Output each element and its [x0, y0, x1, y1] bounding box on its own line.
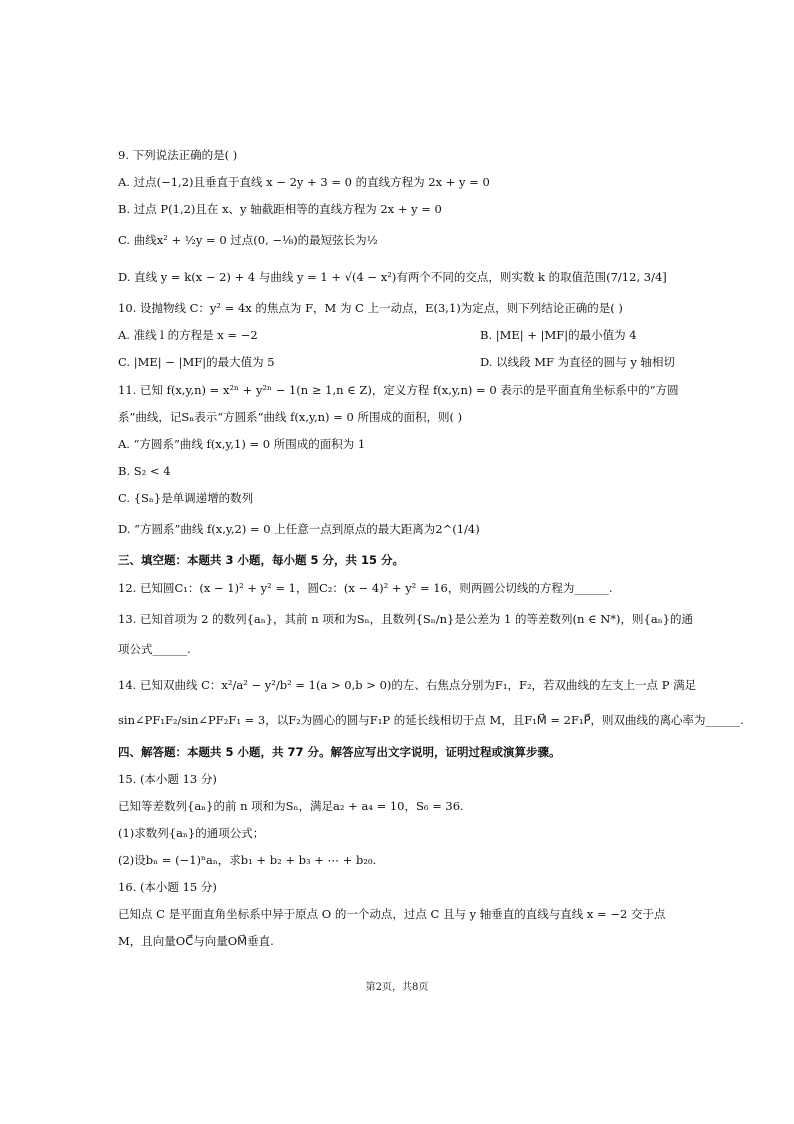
section-4-heading: 四、解答题：本题共 5 小题，共 77 分。解答应写出文字说明，证明过程或演算步骤。: [118, 745, 561, 759]
q15-part2: (2)设bₙ = (−1)ⁿaₙ，求b₁ + b₂ + b₃ + ⋯ + b₂₀.: [118, 853, 377, 867]
q9-option-d: D. 直线 y = k(x − 2) + 4 与曲线 y = 1 + √(4 − x²)有两个不同的交点，则实数 k 的取值范围(7/12, 3/4]: [118, 270, 667, 284]
q9-option-b: B. 过点 P(1,2)且在 x、y 轴截距相等的直线方程为 2x + y = 0: [118, 202, 442, 216]
q9-option-c: C. 曲线x² + ½y = 0 过点(0, −⅛)的最短弦长为½: [118, 233, 378, 247]
q11-option-c: C. {Sₙ}是单调递增的数列: [118, 491, 254, 505]
q15-heading: 15. (本小题 13 分): [118, 772, 217, 786]
q13-line2: 项公式______.: [118, 642, 191, 656]
q11-option-d: D. “方圆系”曲线 f(x,y,2) = 0 上任意一点到原点的最大距离为2^(1/4): [118, 522, 480, 536]
q10-row2: [118, 354, 678, 370]
q10-option-b: B. |ME| + |MF|的最小值为 4: [480, 328, 637, 342]
q15-part1: (1)求数列{aₙ}的通项公式；: [118, 826, 265, 840]
q10-option-a: A. 准线 l 的方程是 x = −2: [118, 328, 258, 342]
q16-line2: M，且向量OC⃗与向量OM⃗垂直.: [118, 934, 274, 948]
q11-stem-line2: 系”曲线，记Sₙ表示“方圆系”曲线 f(x,y,n) = 0 所围成的面积，则( ): [118, 410, 463, 424]
q10-option-c: C. |ME| − |MF|的最大值为 5: [118, 355, 275, 369]
q11-option-a: A. “方圆系”曲线 f(x,y,1) = 0 所围成的面积为 1: [118, 437, 366, 451]
q10-option-d: D. 以线段 MF 为直径的圆与 y 轴相切: [480, 355, 675, 369]
q10-row1: [118, 327, 678, 343]
q14-line2: sin∠PF₁F₂/sin∠PF₂F₁ = 3，以F₂为圆心的圆与F₁P 的延长线相切于点 M，且F₁M⃗ = 2F₁P⃗，则双曲线的离心率为______.: [118, 713, 744, 727]
q14-line1: 14. 已知双曲线 C：x²/a² − y²/b² = 1(a > 0,b > 0)的左、右焦点分别为F₁，F₂，若双曲线的左支上一点 P 满足: [118, 678, 697, 692]
q11-stem-line1: 11. 已知 f(x,y,n) = x²ⁿ + y²ⁿ − 1(n ≥ 1,n ∈ Z)，定义方程 f(x,y,n) = 0 表示的是平面直角坐标系中的“方圆: [118, 383, 679, 397]
q12-text: 12. 已知圆C₁：(x − 1)² + y² = 1，圆C₂：(x − 4)² + y² = 16，则两圆公切线的方程为______.: [118, 581, 613, 595]
section-3-heading: 三、填空题：本题共 3 小题，每小题 5 分，共 15 分。: [118, 553, 405, 567]
q13-line1: 13. 已知首项为 2 的数列{aₙ}，其前 n 项和为Sₙ，且数列{Sₙ/n}是公差为 1 的等差数列(n ∈ N*)，则{aₙ}的通: [118, 612, 693, 626]
q15-text: 已知等差数列{aₙ}的前 n 项和为Sₙ，满足a₂ + a₄ = 10，S₆ = 36.: [118, 799, 464, 813]
q9-stem: 9. 下列说法正确的是( ): [118, 148, 238, 162]
q16-line1: 已知点 C 是平面直角坐标系中异于原点 O 的一个动点，过点 C 且与 y 轴垂直的直线与直线 x = −2 交于点: [118, 907, 666, 921]
q11-option-b: B. S₂ < 4: [118, 464, 171, 478]
page-footer: 第2页，共8页: [365, 982, 429, 993]
q16-heading: 16. (本小题 15 分): [118, 880, 217, 894]
q10-stem: 10. 设抛物线 C：y² = 4x 的焦点为 F，M 为 C 上一动点，E(3,1)为定点，则下列结论正确的是( ): [118, 301, 623, 315]
q9-option-a: A. 过点(−1,2)且垂直于直线 x − 2y + 3 = 0 的直线方程为 2x + y = 0: [118, 175, 490, 189]
